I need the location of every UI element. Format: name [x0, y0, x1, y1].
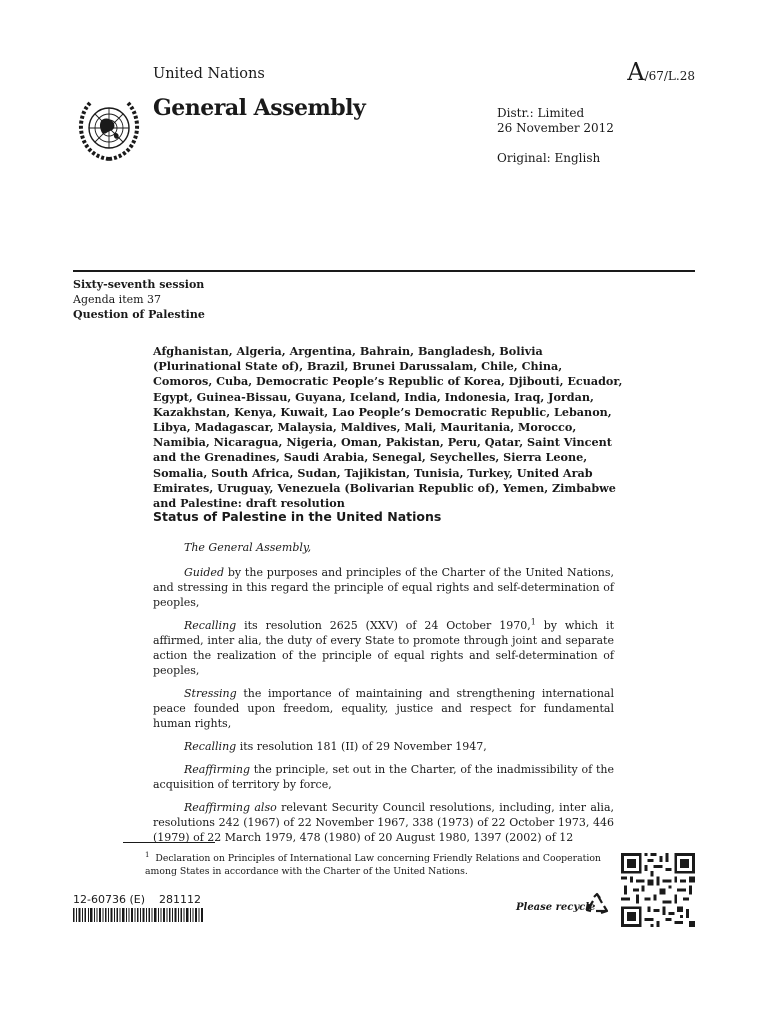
organization-name: United Nations [153, 66, 265, 82]
session-name: Sixty-seventh session [73, 278, 205, 291]
session-block [73, 277, 205, 322]
paragraph-5: Reaffirming the principle, set out in the Charter, of the inadmissibility of the acquisition of territory by force, [153, 763, 614, 791]
paragraph-6: Reaffirming also relevant Security Council resolutions, including, inter alia, resolutions 242 (1967) of 22 November 1967, 338 (1973) of 22 October 1973, 446 (1979) of 22 March 1979, 478 (1980) of 20 August 1980, 1397 (2002) of 12 [153, 801, 614, 844]
barcode-icon [73, 908, 203, 922]
header-divider [73, 270, 695, 272]
opening-line [153, 540, 614, 555]
resolution-body [153, 540, 614, 853]
footnote-reference[interactable]: 1 [530, 617, 536, 627]
footnote-divider [123, 842, 215, 843]
distribution-block [497, 106, 614, 136]
recycle-label: Please recycle [516, 902, 596, 913]
recycle-icon [585, 892, 609, 916]
document-date: 26 November 2012 [497, 121, 614, 135]
footnote-number: 1 [145, 851, 150, 859]
paragraph-2: Recalling its resolution 2625 (XXV) of 24 October 1970,$^1$ by which it affirmed, inter alia, the duty of every State to promote through joint and separate action the realization of the principle of equal rights and self-determination of peoples, [153, 617, 614, 677]
paragraph-4: Recalling its resolution 181 (II) of 29 November 1947, [184, 740, 487, 753]
body-name: General Assembly [153, 95, 366, 121]
agenda-question: Question of Palestine [73, 308, 205, 321]
un-emblem-icon [76, 97, 142, 163]
resolution-title: Status of Palestine in the United Nations [153, 509, 442, 524]
sponsors-list: Afghanistan, Algeria, Argentina, Bahrain, Bangladesh, Bolivia (Plurinational State of), Brazil, Brunei Darussalam, Chile, China, Comoros, Cuba, Democratic People’s Republic of Korea, Djibouti, Ecuador, Egypt, Guinea-Bissau, Guyana, Iceland, India, Indonesia, Iraq, Jordan, Kazakhstan, Kenya, Kuwait, Lao People’s Democratic Republic, Lebanon, Libya, Madagascar, Malaysia, Maldives, Mali, Mauritania, Morocco, Namibia, Nicaragua, Nigeria, Oman, Pakistan, Peru, Qatar, Saint Vincent and the Grenadines, Saudi Arabia, Senegal, Seychelles, Sierra Leone, Somalia, South Africa, Sudan, Tajikistan, Tunisia, Turkey, United Arab Emirates, Uruguay, Venezuela (Bolivarian Republic of), Yemen, Zimbabwe and Palestine: draft resolution [153, 344, 623, 511]
footnote-text: Declaration on Principles of International Law concerning Friendly Relations and Cooperation among States in accordance with the Charter of the United Nations. [145, 853, 601, 878]
document-symbol [627, 58, 695, 86]
distribution-label: Distr.: Limited [497, 106, 585, 120]
footnote [145, 849, 617, 878]
opening-text: The General Assembly, [184, 541, 312, 554]
qr-code-icon [621, 853, 695, 927]
paragraph-3: Stressing the importance of maintaining and strengthening international peace founded upon freedom, equality, justice and respect for fundamental human rights, [153, 687, 614, 730]
paragraph-1: Guided by the purposes and principles of the Charter of the United Nations, and stressing in this regard the principle of equal rights and self-determination of peoples, [153, 566, 614, 609]
symbol-prefix: A [627, 58, 645, 86]
document-number: 12-60736 (E) 281112 [73, 893, 201, 906]
symbol-suffix: /67/L.28 [644, 69, 695, 83]
original-language: Original: English [497, 151, 601, 165]
agenda-item: Agenda item 37 [73, 293, 162, 306]
